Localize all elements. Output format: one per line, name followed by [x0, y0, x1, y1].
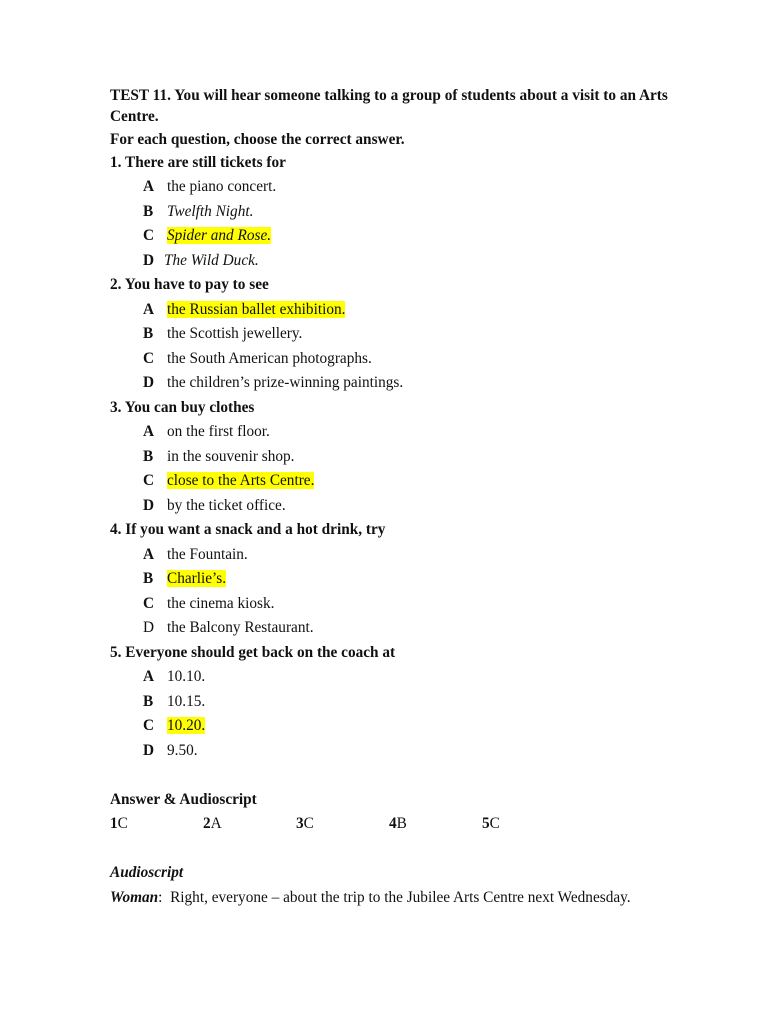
question-1: 1. There are still tickets for — [110, 153, 286, 171]
correct-answer-highlight: Spider and Rose. — [167, 227, 272, 244]
spacer — [110, 763, 676, 788]
test-instructions — [110, 86, 676, 151]
answer-key — [110, 812, 676, 837]
correct-answer-highlight: close to the Arts Centre. — [167, 472, 315, 489]
option-1c: C Spider and Rose. — [143, 227, 272, 244]
correct-answer-highlight: the Russian ballet exhibition. — [167, 300, 346, 318]
audioscript-paragraph: Woman: Right, everyone – about the trip to the Jubilee Arts Centre next Wednesday. — [110, 888, 631, 906]
option-5a: A 10.10. — [143, 668, 206, 685]
option-4a: A the Fountain. — [143, 545, 248, 563]
question-3: 3. You can buy clothes — [110, 398, 255, 416]
option-5c: C 10.20. — [143, 717, 206, 734]
answers-heading: Answer & Audioscript — [110, 790, 257, 808]
option-1d: D The Wild Duck. — [143, 251, 259, 269]
option-3a: A on the first floor. — [143, 423, 270, 440]
answer-4: 4B — [389, 815, 407, 832]
answer-1: 1C — [110, 815, 128, 832]
option-4d: D the Balcony Restaurant. — [143, 619, 314, 636]
audioscript-heading: Audioscript — [110, 864, 184, 881]
option-2a: A the Russian ballet exhibition. — [143, 300, 346, 318]
option-2b: B the Scottish jewellery. — [143, 325, 303, 342]
option-1b: B Twelfth Night. — [143, 202, 254, 220]
audioscript-text: Right, everyone – about the trip to the Jubilee Arts Centre next Wednesday. — [170, 888, 631, 906]
question-2: 2. You have to pay to see — [110, 276, 269, 293]
option-2c: C the South American photographs. — [143, 349, 372, 367]
option-1a: A the piano concert. — [143, 178, 277, 195]
option-4b: B Charlie’s. — [143, 570, 227, 587]
speaker-name: Woman — [110, 888, 159, 906]
answer-5: 5C — [482, 815, 500, 832]
question-5: 5. Everyone should get back on the coach at — [110, 643, 396, 661]
option-3b: B in the souvenir shop. — [143, 447, 295, 465]
correct-answer-highlight: Charlie’s. — [167, 570, 227, 587]
answer-2: 2A — [203, 815, 222, 832]
question-4: 4. If you want a snack and a hot drink, try — [110, 521, 386, 538]
option-3d: D by the ticket office. — [143, 496, 286, 514]
spacer — [110, 837, 676, 862]
option-3c: C close to the Arts Centre. — [143, 472, 315, 489]
option-2d: D the children’s prize-winning paintings. — [143, 374, 404, 391]
test-title: TEST 11. You will hear someone talking to a group of students about a visit to an Arts Centre. — [110, 87, 668, 125]
option-5d: D 9.50. — [143, 741, 198, 759]
document-body — [110, 86, 676, 908]
option-5b: B 10.15. — [143, 692, 206, 710]
answer-3: 3C — [296, 815, 314, 832]
test-instruction: For each question, choose the correct answer. — [110, 131, 405, 148]
correct-answer-highlight: 10.20. — [167, 717, 206, 734]
option-4c: C the cinema kiosk. — [143, 594, 275, 612]
